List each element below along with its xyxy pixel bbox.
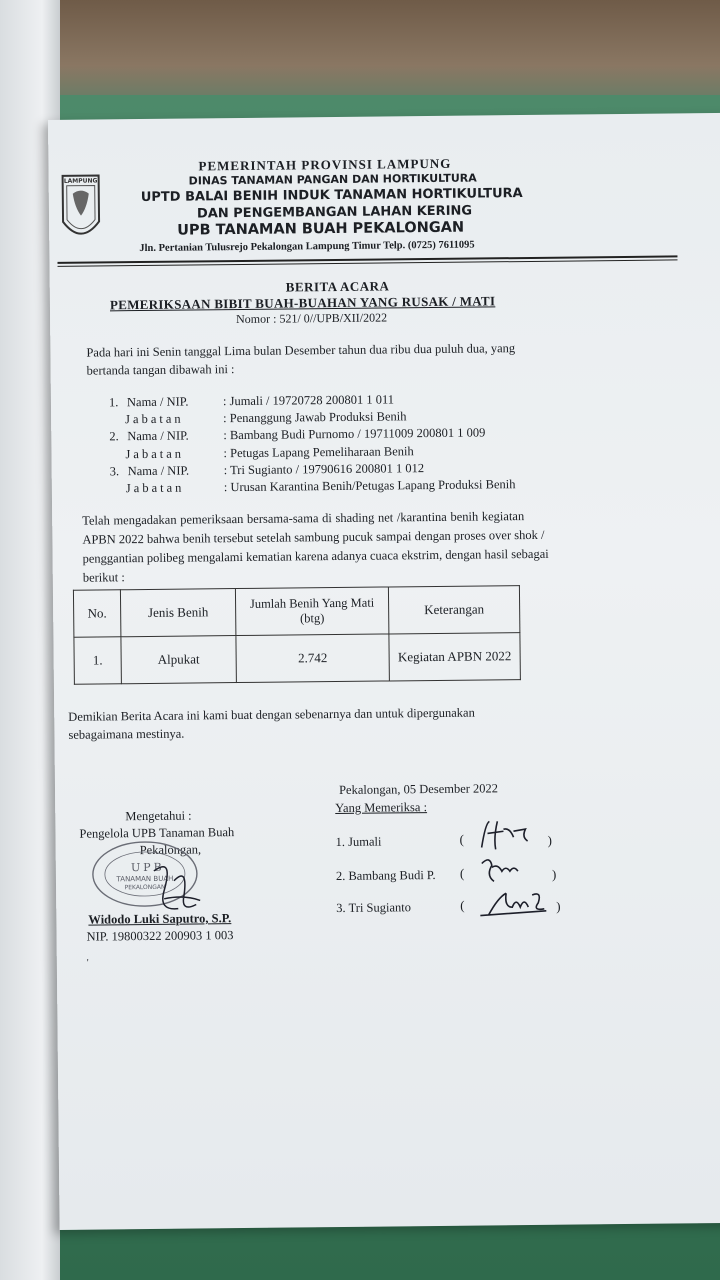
signer-2-name-label: Nama / NIP. [127,428,189,444]
results-table [73,585,521,685]
document-number: Nomor : 521/ 0//UPB/XII/2022 [236,310,388,327]
bracket-open: ( [459,831,464,847]
examiners-heading: Yang Memeriksa : [335,800,428,816]
table-row [74,633,520,685]
signer-2-role-label: Jabatan [125,446,185,462]
title-berita-acara: BERITA ACARA [285,278,390,295]
signer-3-role-value: : Urusan Karantina Benih/Petugas Lapang Produksi Benih [223,477,516,495]
kop-address: Jln. Pertanian Tulusrejo Pekalongan Lampung Timur Telp. (0725) 7611095 [139,239,475,255]
signer-2-num: 2. [109,429,119,444]
signer-1-name-label: Nama / NIP. [126,394,189,410]
bracket-open: ( [460,897,465,913]
stamp-text-upb: UPB [130,860,165,875]
stamp-text-pekalongan: PEKALONGAN [124,883,166,892]
logo-text: LAMPUNG [63,177,98,185]
body-line-2: APBN 2022 bahwa benih tersebut setelah sambung pucuk sampai dengan proses over shok / [82,527,545,547]
signer-1-role-value: : Penanggung Jawab Produksi Benih [223,409,407,426]
signer-1-num: 1. [108,395,119,410]
bracket-close: ) [556,898,561,914]
manager-position: Pengelola UPB Tanaman Buah [79,825,235,841]
manager-position-place: Pekalongan, [139,842,202,858]
lampung-province-logo [59,171,104,249]
stamp-text-tanaman: TANAMAN BUAH [116,874,174,884]
kop-province: PEMERINTAH PROVINSI LAMPUNG [198,155,452,174]
table-header-cell: No. [73,590,120,637]
bracket-close: ) [551,866,557,882]
body-line-3: penggantian polibeg mengalami kematian karena adanya cuaca ekstrim, dengan hasil sebagai [82,546,549,566]
signature-jumali [473,817,543,854]
examiner-name: 2. Bambang Budi P. [335,867,436,884]
table-header-cell: Keterangan [388,586,519,634]
kop-upb: UPB TANAMAN BUAH PEKALONGAN [177,219,465,239]
stray-mark: ' [86,957,89,969]
signer-1-name-value: : Jumali / 19720728 200801 1 011 [222,392,395,409]
closing-line-1: Demikian Berita Acara ini kami buat dengan sebenarnya dan untuk dipergunakan [68,705,475,724]
background-top [0,0,720,110]
signature-tri-sugianto [476,887,556,922]
table-header-row [73,586,519,638]
table-header-cell: Jenis Benih [120,589,235,637]
manager-name: Widodo Luki Saputro, S.P. [88,911,232,927]
kop-subtitle: DAN PENGEMBANGAN LAHAN KERING [196,203,473,222]
signer-2-role-value: : Petugas Lapang Pemeliharaan Benih [223,444,414,461]
signer-3-role-label: Jabatan [125,480,185,496]
signature-bambang [476,853,536,890]
acknowledged-label: Mengetahui : [125,808,192,824]
bracket-close: ) [547,832,552,848]
opening-line-1: Pada hari ini Senin tanggal Lima bulan Desember tahun dua ribu dua puluh dua, yang [86,341,516,360]
body-line-1: Telah mengadakan pemeriksaan bersama-sama di shading net /karantina benih kegiatan [82,509,525,528]
closing-line-2: sebagaimana mestinya. [68,726,185,742]
table-cell: Alpukat [121,636,236,684]
signer-3-name-label: Nama / NIP. [127,463,190,479]
place-date: Pekalongan, 05 Desember 2022 [338,781,499,797]
title-subject: PEMERIKSAAN BIBIT BUAH-BUAHAN YANG RUSAK / MATI [109,293,496,313]
table-cell: 1. [74,637,121,684]
table-cell: Kegiatan APBN 2022 [389,633,520,681]
signer-3-num: 3. [109,464,120,479]
bracket-open: ( [459,865,465,881]
kop-uptd: UPTD BALAI BENIH INDUK TANAMAN HORTIKULTURA [140,186,523,206]
examiner-name: 3. Tri Sugianto [336,900,412,916]
table-header-cell: Jumlah Benih Yang Mati (btg) [235,587,388,636]
opening-line-2: bertanda tangan dibawah ini : [86,362,235,378]
table-cell: 2.742 [236,634,389,683]
signer-2-name-value: : Bambang Budi Purnomo / 19711009 200801 1 009 [223,425,486,443]
signer-1-role-label: Jabatan [125,411,184,427]
kop-department: DINAS TANAMAN PANGAN DAN HORTIKULTURA [188,171,477,188]
signer-3-name-value: : Tri Sugianto / 19790616 200801 1 012 [223,461,425,478]
body-line-4: berikut : [82,570,125,585]
document-page [48,113,720,1230]
manager-nip: NIP. 19800322 200903 1 003 [86,928,234,944]
examiner-name: 1. Jumali [335,834,382,850]
